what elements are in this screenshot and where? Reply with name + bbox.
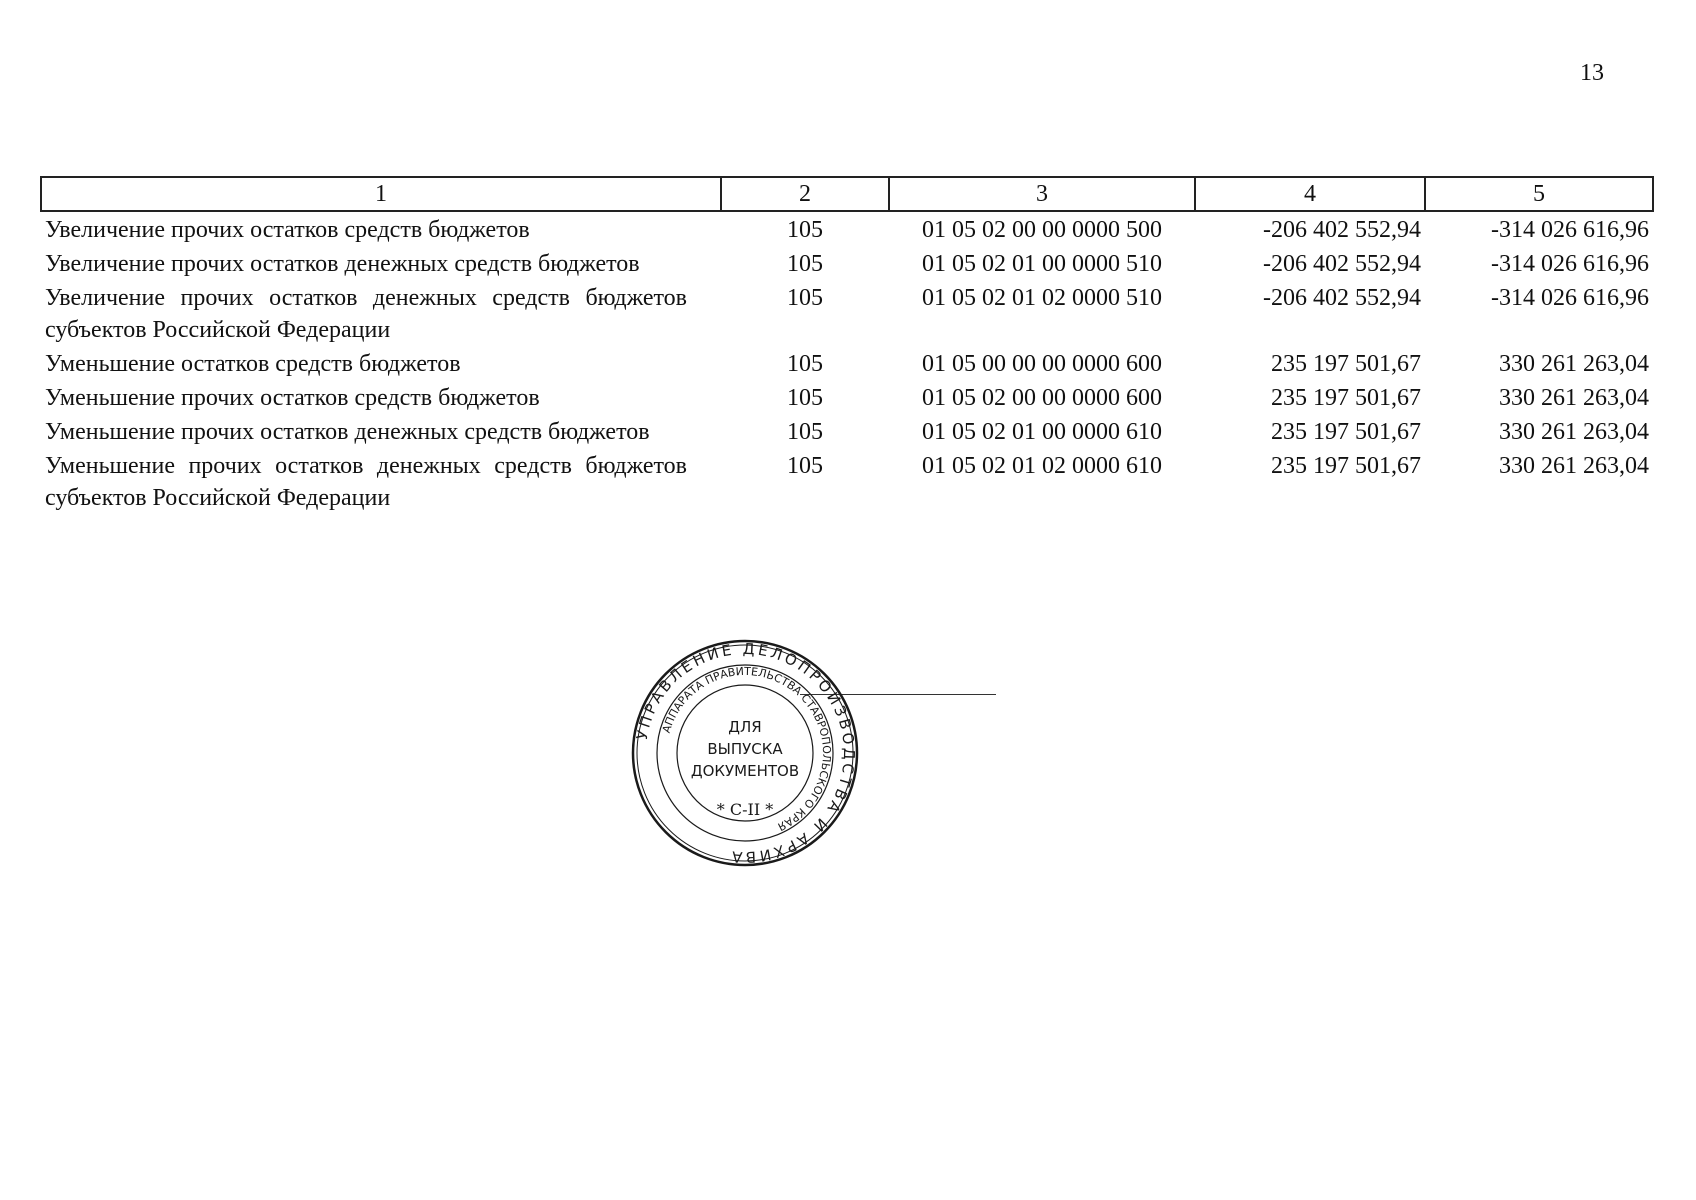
row-sum-year2: -314 026 616,96	[1491, 285, 1649, 311]
row-sum-year1: -206 402 552,94	[1263, 285, 1421, 311]
table-row	[41, 280, 1653, 346]
row-admin-code: 105	[787, 251, 823, 277]
column-header-4: 4	[1195, 177, 1425, 211]
table-row	[41, 211, 1653, 246]
row-sum-year1: 235 197 501,67	[1271, 419, 1421, 445]
row-admin-code: 105	[787, 385, 823, 411]
row-kbk: 01 05 02 01 00 0000 510	[922, 251, 1162, 277]
row-kbk: 01 05 02 01 02 0000 510	[922, 285, 1162, 311]
row-sum-year2: 330 261 263,04	[1499, 351, 1649, 377]
row-name: Уменьшение прочих остатков денежных средств бюджетов субъектов Российской Федерации	[45, 453, 687, 511]
column-header-1: 1	[41, 177, 721, 211]
page-number: 13	[1580, 60, 1604, 86]
stamp-code: * С-II *	[716, 800, 774, 819]
column-header-3: 3	[889, 177, 1195, 211]
column-header-2: 2	[721, 177, 889, 211]
row-kbk: 01 05 02 00 00 0000 600	[922, 385, 1162, 411]
stamp-center-line-2: ВЫПУСКА	[707, 740, 783, 758]
row-sum-year1: 235 197 501,67	[1271, 385, 1421, 411]
row-admin-code: 105	[787, 285, 823, 311]
table-row	[41, 246, 1653, 280]
header-row	[41, 177, 1653, 211]
row-name: Уменьшение остатков средств бюджетов	[45, 351, 461, 377]
row-sum-year2: 330 261 263,04	[1499, 385, 1649, 411]
stamp-inner-text: АППАРАТА ПРАВИТЕЛЬСТВА СТАВРОПОЛЬСКОГО КРАЯ	[659, 664, 834, 834]
row-sum-year2: -314 026 616,96	[1491, 217, 1649, 243]
table-row	[41, 346, 1653, 380]
row-admin-code: 105	[787, 217, 823, 243]
row-name: Уменьшение прочих остатков средств бюджетов	[45, 385, 540, 411]
row-sum-year2: 330 261 263,04	[1499, 453, 1649, 479]
row-kbk: 01 05 02 01 02 0000 610	[922, 453, 1162, 479]
stamp-center-line-1: ДЛЯ	[728, 718, 762, 736]
stamp-outer-text: УПРАВЛЕНИЕ ДЕЛОПРОИЗВОДСТВА И АРХИВА	[632, 639, 859, 867]
row-name: Уменьшение прочих остатков денежных средств бюджетов	[45, 419, 650, 445]
row-name: Увеличение прочих остатков средств бюджетов	[45, 217, 530, 243]
row-sum-year1: -206 402 552,94	[1263, 251, 1421, 277]
column-header-5: 5	[1425, 177, 1653, 211]
row-sum-year2: 330 261 263,04	[1499, 419, 1649, 445]
row-sum-year1: -206 402 552,94	[1263, 217, 1421, 243]
row-sum-year2: -314 026 616,96	[1491, 251, 1649, 277]
sources-financing-table	[40, 176, 1654, 514]
table-row	[41, 380, 1653, 414]
row-admin-code: 105	[787, 453, 823, 479]
stamp-center-line-3: ДОКУМЕНТОВ	[690, 762, 800, 780]
table-row	[41, 414, 1653, 448]
table-row	[41, 448, 1653, 514]
row-sum-year1: 235 197 501,67	[1271, 453, 1421, 479]
row-kbk: 01 05 00 00 00 0000 600	[922, 351, 1162, 377]
row-sum-year1: 235 197 501,67	[1271, 351, 1421, 377]
official-stamp	[630, 638, 860, 868]
row-name: Увеличение прочих остатков денежных средств бюджетов	[45, 251, 640, 277]
row-name: Увеличение прочих остатков денежных средств бюджетов субъектов Российской Федерации	[45, 285, 687, 343]
row-admin-code: 105	[787, 419, 823, 445]
row-admin-code: 105	[787, 351, 823, 377]
row-kbk: 01 05 02 01 00 0000 610	[922, 419, 1162, 445]
row-kbk: 01 05 02 00 00 0000 500	[922, 217, 1162, 243]
